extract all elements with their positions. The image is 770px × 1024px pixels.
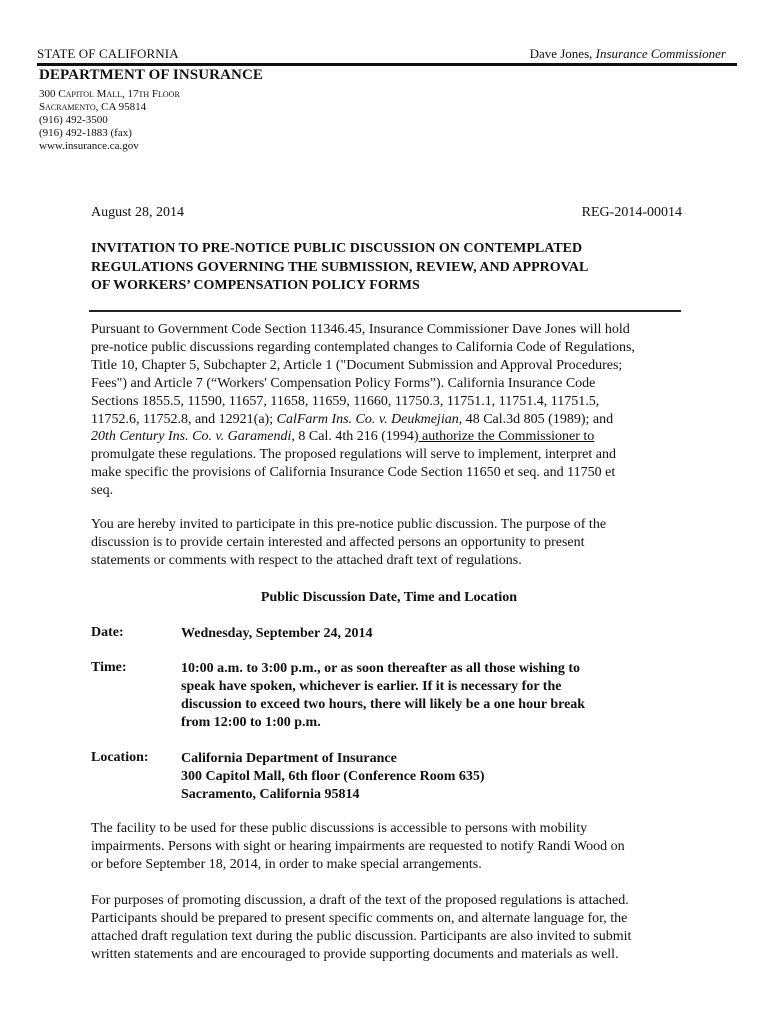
address-line-2: Sacramento, CA 95814 [39,101,147,113]
fax-number: (916) 492-1883 (fax) [39,127,132,139]
paragraph-line: statements or comments with respect to the attached draft text of regulations. [91,552,522,568]
time-line: speak have spoken, whichever is earlier. If it is necessary for the [181,678,562,694]
paragraph-line: or before September 18, 2014, in order to make special arrangements. [91,856,482,872]
document-title [91,240,691,296]
date-value: Wednesday, September 24, 2014 [181,626,373,641]
paragraph-line [91,411,687,429]
paragraph-line [91,428,687,446]
paragraph-line: Sections 1855.5, 11590, 11657, 11658, 11659, 11660, 11750.3, 11751.1, 11751.4, 11751.5, [91,393,600,409]
statute-list-end: 11752.6, 11752.8, and 12921(a); [91,411,277,427]
time-label: Time: [91,660,127,675]
paragraph-line: impairments. Persons with sight or hearing impairments are requested to notify Randi Wood on [91,838,625,854]
paragraph-line: The facility to be used for these public discussions is accessible to persons with mobility [91,821,588,836]
department-name: DEPARTMENT OF INSURANCE [39,67,264,83]
paragraph-line: You are hereby invited to participate in this pre-notice public discussion. The purpose of the [91,517,607,532]
time-line: discussion to exceed two hours, there will likely be a one hour break [181,696,586,712]
title-line-2: REGULATIONS GOVERNING THE SUBMISSION, REVIEW, AND APPROVAL [91,259,589,275]
letter-date: August 28, 2014 [91,205,184,220]
case-citation-tail: , 48 Cal.3d 805 (1989); and [458,411,614,427]
paragraph-line: discussion is to provide certain interested and affected persons an opportunity to present [91,534,585,550]
paragraph-line: written statements and are encouraged to provide supporting documents and materials as well. [91,946,619,962]
paragraph-line: Participants should be prepared to present specific comments on, and alternate language for, the [91,910,628,926]
case-citation-tail: , 8 Cal. 4th 216 (1994) [291,429,419,445]
phone-number: (916) 492-3500 [39,114,108,126]
location-line: California Department of Insurance [181,751,397,766]
commissioner-name: Dave Jones, [529,46,596,61]
paragraph-line: seq. [91,483,114,499]
time-line: 10:00 a.m. to 3:00 p.m., or as soon thereafter as all those wishing to [181,661,580,676]
location-value [181,750,641,804]
paragraph-line: promulgate these regulations. The proposed regulations will serve to implement, interpret and [91,447,616,463]
location-line: Sacramento, California 95814 [181,786,360,802]
header-rule [37,63,737,66]
paragraph-line: Pursuant to Government Code Section 11346.45, Insurance Commissioner Dave Jones will hold [91,322,630,337]
title-line-3: OF WORKERS’ COMPENSATION POLICY FORMS [91,278,420,293]
title-line-1: INVITATION TO PRE-NOTICE PUBLIC DISCUSSION ON CONTEMPLATED [91,241,583,256]
paragraph-line: For purposes of promoting discussion, a draft of the text of the proposed regulations is attached. [91,893,629,908]
paragraph-line: pre-notice public discussions regarding contemplated changes to California Code of Regulations, [91,339,635,355]
title-rule [89,310,681,312]
time-line: from 12:00 to 1:00 p.m. [181,714,321,730]
case-citation-calfarm: CalFarm Ins. Co. v. Deukmejian [276,411,459,427]
paragraph-line: Fees") and Article 7 (“Workers' Compensation Policy Forms”). California Insurance Code [91,375,596,391]
paragraph-draft-text [91,892,687,964]
commissioner-title: Insurance Commissioner [595,46,726,61]
paragraph-accessibility [91,820,687,874]
paragraph-line: Title 10, Chapter 5, Subchapter 2, Article 1 ("Document Submission and Approval Procedures; [91,357,623,373]
case-citation-garamendi: 20th Century Ins. Co. v. Garamendi [91,429,292,445]
location-line: 300 Capitol Mall, 6th floor (Conference Room 635) [181,768,485,784]
location-label: Location: [91,750,149,765]
time-value [181,660,641,732]
paragraph-authority [91,321,687,500]
paragraph-line: attached draft regulation text during the public discussion. Participants are also invited to submit [91,928,632,944]
discussion-heading: Public Discussion Date, Time and Location [260,590,518,605]
reference-number: REG-2014-00014 [581,205,682,220]
website-link[interactable]: www.insurance.ca.gov [39,140,139,152]
address-line-1: 300 Capitol Mall, 17th Floor [39,88,180,100]
paragraph-invitation [91,516,687,570]
authorize-text: authorize the Commissioner to [418,429,595,445]
state-label: STATE OF CALIFORNIA [37,46,179,61]
commissioner-line [530,46,726,62]
date-label: Date: [91,625,124,640]
paragraph-line: make specific the provisions of California Insurance Code Section 11650 et seq. and 11750 et [91,465,616,481]
